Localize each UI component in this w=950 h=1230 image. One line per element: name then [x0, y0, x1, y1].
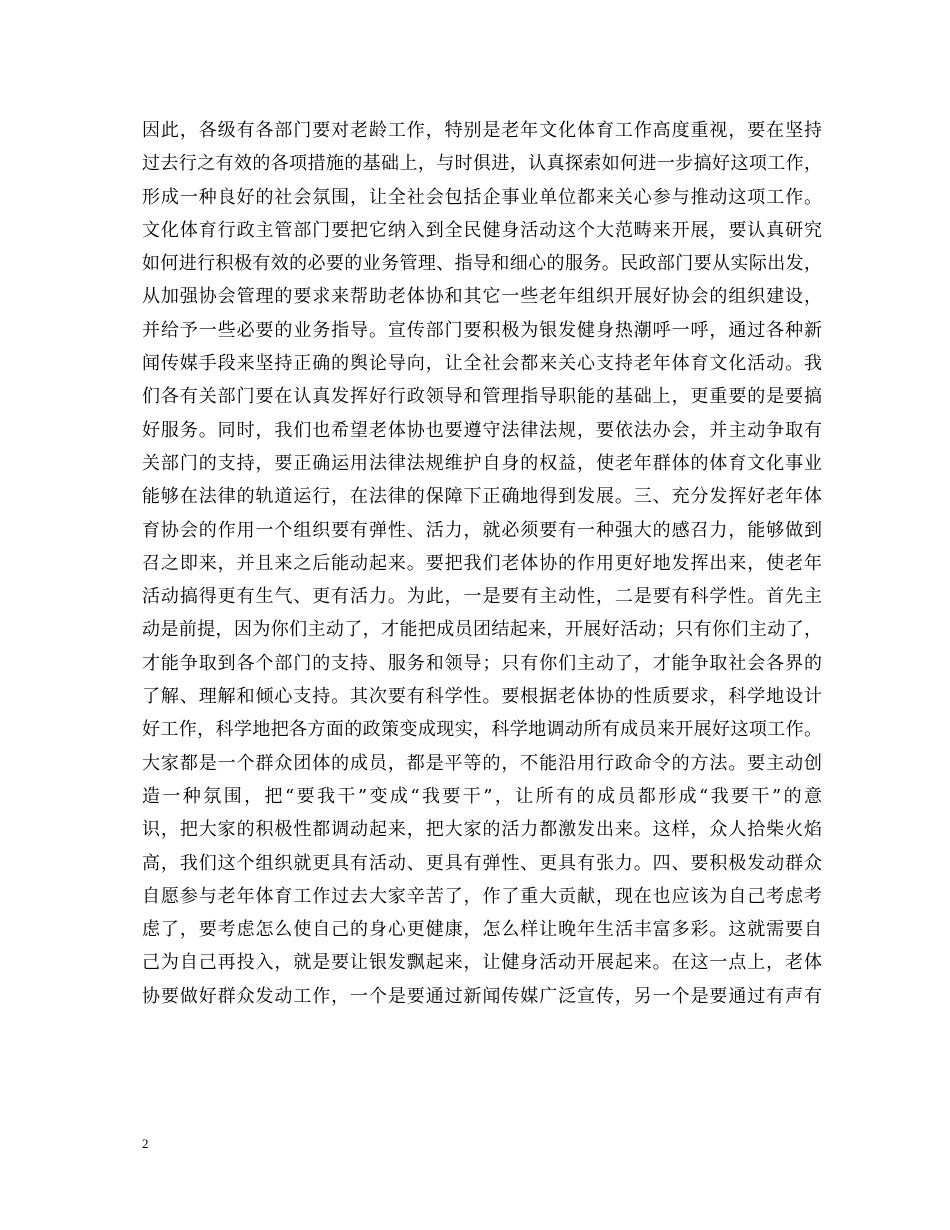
- text-line: 才能争取到各个部门的支持、服务和领导；只有你们主动了，才能争取社会各界的: [142, 652, 822, 674]
- text-line: 并给予一些必要的业务指导。宣传部门要积极为银发健身热潮呼一呼，通过各种新: [142, 319, 822, 341]
- page-number: 2: [142, 1136, 149, 1151]
- text-line: 造一种氛围，把“要我干”变成“我要干”，让所有的成员都形成“我要干”的意: [142, 785, 822, 807]
- text-line: 虑了，要考虑怎么使自己的身心更健康，怎么样让晚年生活丰富多彩。这就需要自: [142, 919, 822, 941]
- text-line: 识，把大家的积极性都调动起来，把大家的活力都激发出来。这样，众人拾柴火焰: [142, 819, 822, 841]
- text-line: 文化体育行政主管部门要把它纳入到全民健身活动这个大范畴来开展，要认真研究: [142, 219, 822, 241]
- text-line: 了解、理解和倾心支持。其次要有科学性。要根据老体协的性质要求，科学地设计: [142, 686, 822, 708]
- text-line: 好工作，科学地把各方面的政策变成现实，科学地调动所有成员来开展好这项工作。: [142, 719, 822, 741]
- text-line: 关部门的支持，要正确运用法律法规维护自身的权益，使老年群体的体育文化事业: [142, 452, 822, 474]
- text-line: 高，我们这个组织就更具有活动、更具有弹性、更具有张力。四、要积极发动群众: [142, 852, 822, 874]
- text-line: 因此，各级有各部门要对老龄工作，特别是老年文化体育工作高度重视，要在坚持: [142, 120, 822, 141]
- text-line: 协要做好群众发动工作，一个是要通过新闻传媒广泛宣传，另一个是要通过有声有: [142, 985, 822, 1007]
- text-line: 们各有关部门要在认真发挥好行政领导和管理指导职能的基础上，更重要的是要搞: [142, 386, 822, 408]
- text-line: 过去行之有效的各项措施的基础上，与时俱进，认真探索如何进一步搞好这项工作，: [142, 153, 822, 175]
- text-line: 形成一种良好的社会氛围，让全社会包括企事业单位都来关心参与推动这项工作。: [142, 186, 822, 208]
- text-line: 自愿参与老年体育工作过去大家辛苦了，作了重大贡献，现在也应该为自己考虑考: [142, 885, 822, 907]
- text-line: 己为自己再投入，就是要让银发飘起来，让健身活动开展起来。在这一点上，老体: [142, 952, 822, 974]
- body-text: [142, 114, 822, 1013]
- text-line: 闻传媒手段来坚持正确的舆论导向，让全社会都来关心支持老年体育文化活动。我: [142, 353, 822, 375]
- text-line: 好服务。同时，我们也希望老体协也要遵守法律法规，要依法办会，并主动争取有: [142, 419, 822, 441]
- text-line: 从加强协会管理的要求来帮助老体协和其它一些老年组织开展好协会的组织建设，: [142, 286, 822, 308]
- text-line: 大家都是一个群众团体的成员，都是平等的，不能沿用行政命令的方法。要主动创: [142, 752, 822, 774]
- text-line: 能够在法律的轨道运行，在法律的保障下正确地得到发展。三、充分发挥好老年体: [142, 486, 822, 508]
- text-line: 召之即来，并且来之后能动起来。要把我们老体协的作用更好地发挥出来，使老年: [142, 552, 822, 574]
- text-line: 育协会的作用一个组织要有弹性、活力，就必须要有一种强大的感召力，能够做到: [142, 519, 822, 541]
- text-line: 如何进行积极有效的必要的业务管理、指导和细心的服务。民政部门要从实际出发，: [142, 253, 822, 275]
- text-line: 动是前提，因为你们主动了，才能把成员团结起来，开展好活动；只有你们主动了，: [142, 619, 822, 641]
- text-line: 活动搞得更有生气、更有活力。为此，一是要有主动性，二是要有科学性。首先主: [142, 586, 822, 608]
